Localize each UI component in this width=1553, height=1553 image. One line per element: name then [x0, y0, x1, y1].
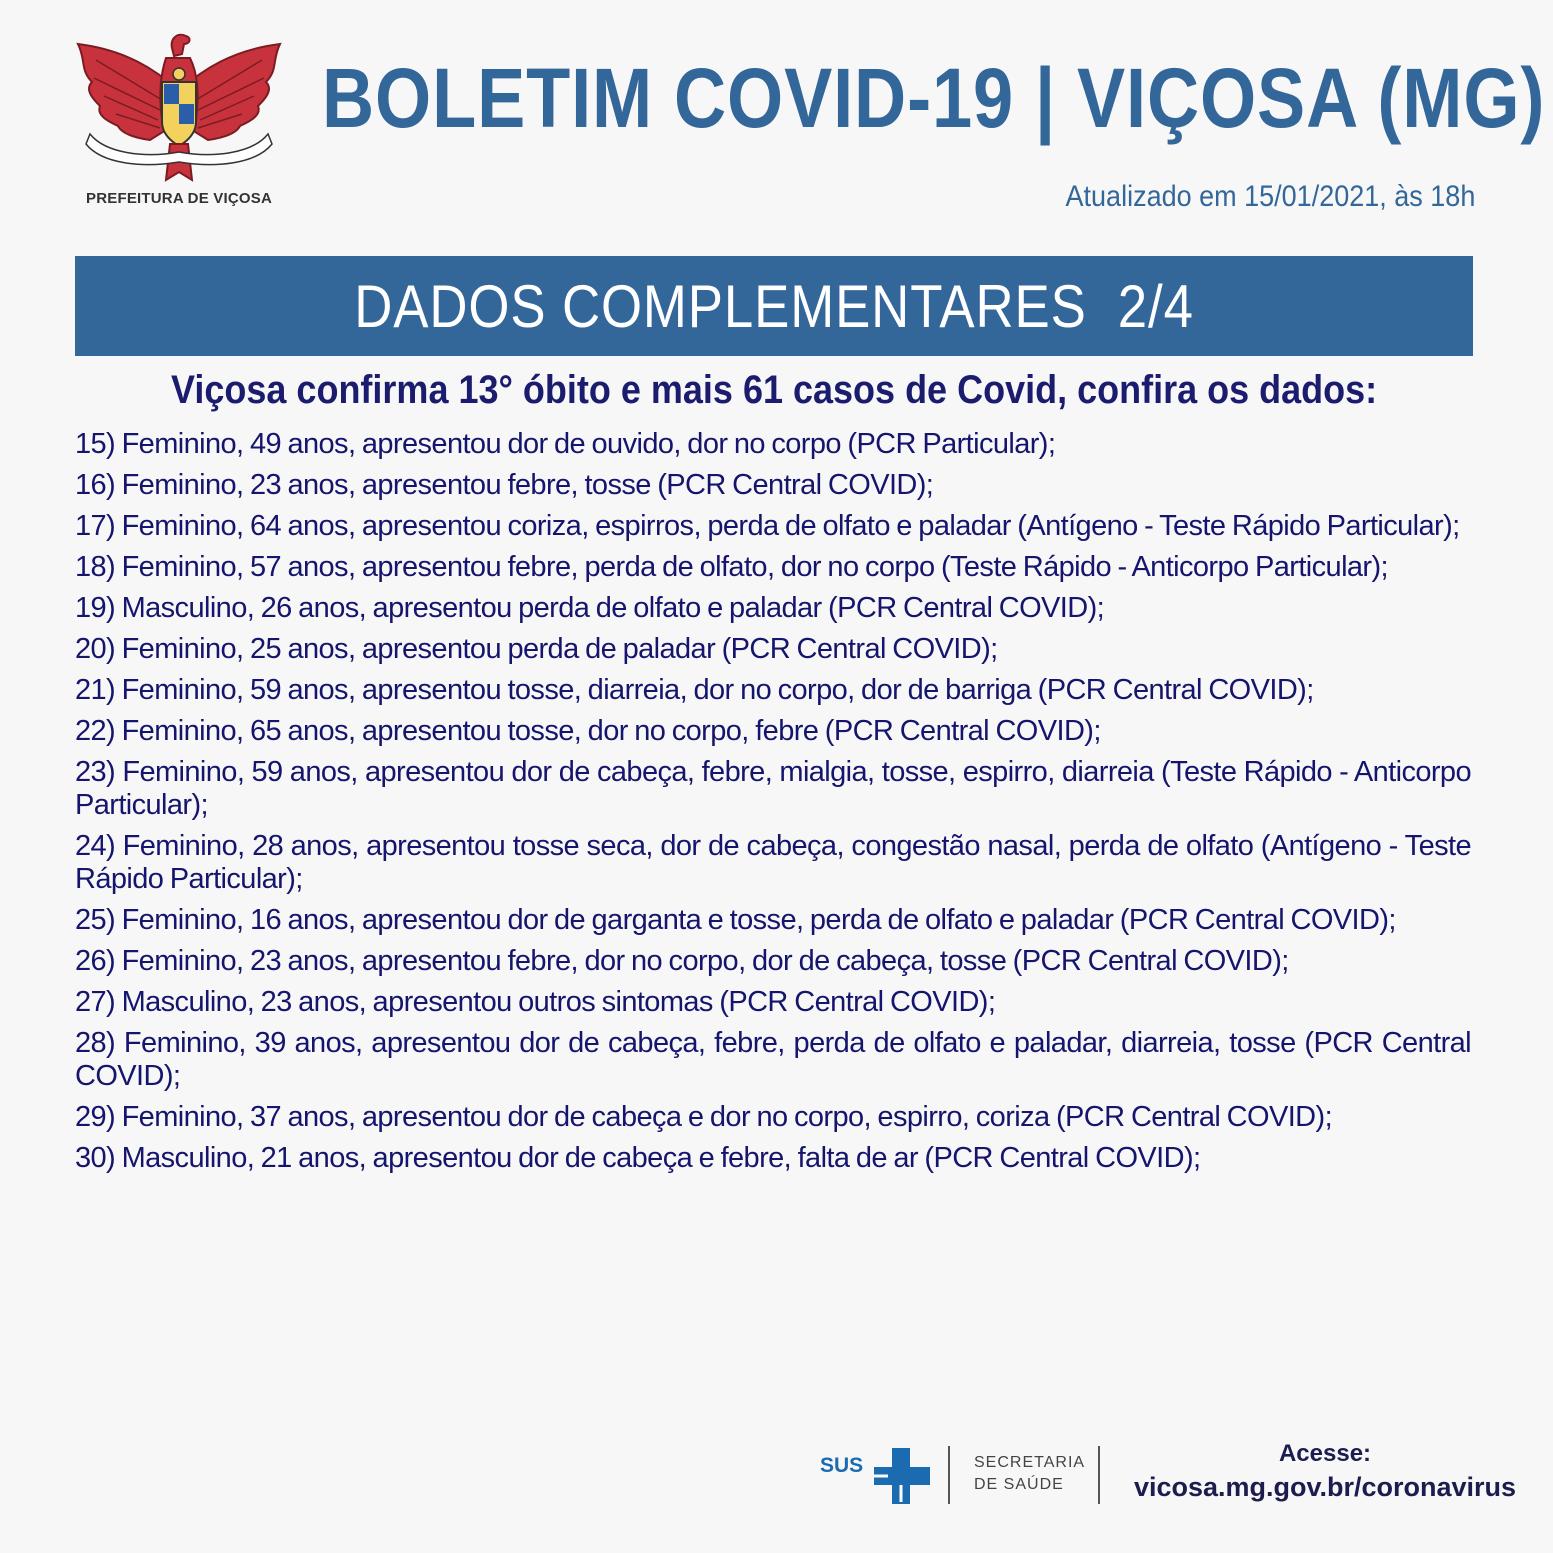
footer-divider — [948, 1446, 950, 1504]
sus-cross-icon — [868, 1446, 980, 1506]
case-item: 23) Feminino, 59 anos, apresentou dor de cabeça, febre, mialgia, tosse, espirro, diarreia (Teste Rápido - Anticorpo Particular); — [75, 756, 1471, 821]
case-item: 26) Feminino, 23 anos, apresentou febre, dor no corpo, dor de cabeça, tosse (PCR Central COVID); — [75, 945, 1289, 977]
case-item: 28) Feminino, 39 anos, apresentou dor de cabeça, febre, perda de olfato e paladar, diarreia, tosse (PCR Central COVID); — [75, 1027, 1471, 1092]
case-item: 18) Feminino, 57 anos, apresentou febre, perda de olfato, dor no corpo (Teste Rápido - Anticorpo Particular); — [75, 551, 1389, 583]
case-item: 21) Feminino, 59 anos, apresentou tosse, diarreia, dor no corpo, dor de barriga (PCR Central COVID); — [75, 674, 1314, 706]
case-item: 20) Feminino, 25 anos, apresentou perda de paladar (PCR Central COVID); — [75, 633, 998, 665]
access-block — [1120, 1438, 1530, 1504]
case-list — [75, 428, 1471, 1183]
updated-timestamp: Atualizado em 15/01/2021, às 18h — [1065, 180, 1475, 213]
secretaria-line2: DE SAÚDE — [974, 1476, 1064, 1493]
case-item: 27) Masculino, 23 anos, apresentou outros sintomas (PCR Central COVID); — [75, 986, 996, 1018]
page-title: BOLETIM COVID-19 | VIÇOSA (MG) — [322, 51, 1546, 145]
logo-caption: PREFEITURA DE VIÇOSA — [86, 190, 272, 207]
case-item: 30) Masculino, 21 anos, apresentou dor de cabeça e febre, falta de ar (PCR Central COVID); — [75, 1142, 1201, 1174]
case-item: 17) Feminino, 64 anos, apresentou coriza, espirros, perda de olfato e paladar (Antígeno - Teste Rápido Particular); — [75, 510, 1460, 542]
headline-text: Viçosa confirma 13° óbito e mais 61 casos de Covid, confira os dados: — [170, 368, 1378, 412]
footer-divider — [1098, 1446, 1100, 1504]
eagle-crest-icon — [66, 30, 292, 190]
case-item: 24) Feminino, 28 anos, apresentou tosse seca, dor de cabeça, congestão nasal, perda de olfato (Antígeno - Teste Rápido Particular); — [75, 830, 1471, 895]
secretaria-label — [974, 1452, 1085, 1496]
sus-label: SUS — [820, 1454, 864, 1477]
case-item: 15) Feminino, 49 anos, apresentou dor de ouvido, dor no corpo (PCR Particular); — [75, 428, 1056, 460]
case-item: 16) Feminino, 23 anos, apresentou febre, tosse (PCR Central COVID); — [75, 469, 934, 501]
secretaria-line1: SECRETARIA — [974, 1454, 1086, 1471]
access-url-link[interactable]: vicosa.mg.gov.br/coronavirus — [1133, 1472, 1517, 1502]
section-banner-label: DADOS COMPLEMENTARES 2/4 — [354, 272, 1194, 340]
access-label: Acesse: — [1278, 1440, 1372, 1467]
headline — [75, 368, 1473, 413]
case-item: 22) Feminino, 65 anos, apresentou tosse, dor no corpo, febre (PCR Central COVID); — [75, 715, 1101, 747]
section-banner — [75, 256, 1473, 356]
footer — [0, 1430, 1553, 1553]
case-item: 19) Masculino, 26 anos, apresentou perda de olfato e paladar (PCR Central COVID); — [75, 592, 1105, 624]
prefeitura-logo — [66, 30, 296, 220]
case-item: 25) Feminino, 16 anos, apresentou dor de garganta e tosse, perda de olfato e paladar (PCR Central COVID); — [75, 904, 1396, 936]
case-item: 29) Feminino, 37 anos, apresentou dor de cabeça e dor no corpo, espirro, coriza (PCR Central COVID); — [75, 1101, 1333, 1133]
